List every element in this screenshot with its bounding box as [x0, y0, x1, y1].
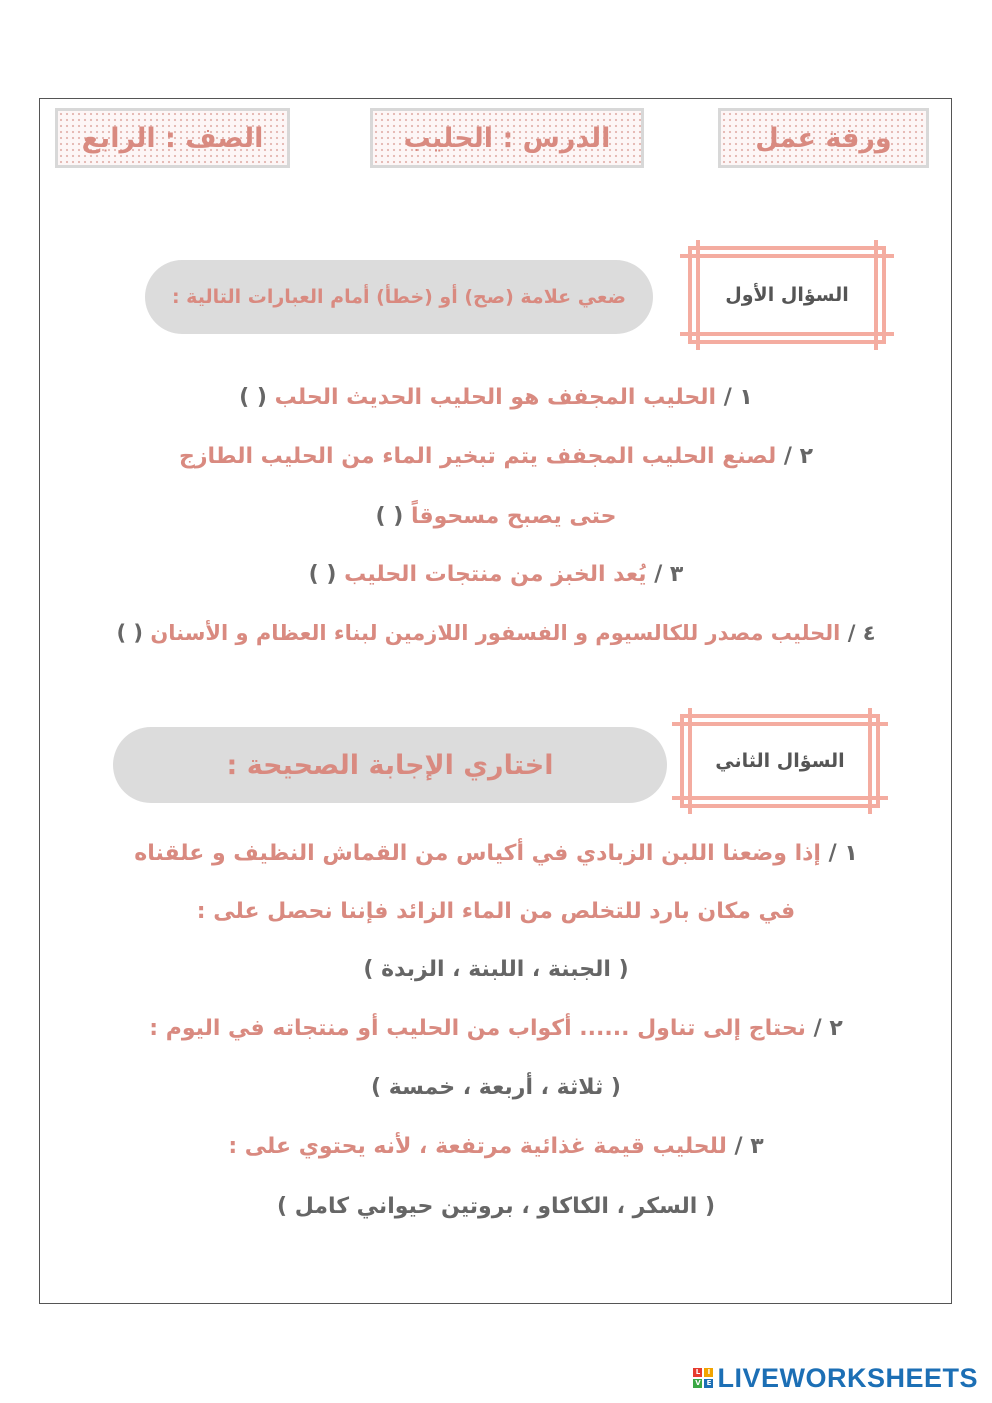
- q1-item-1: [40, 385, 952, 410]
- logo-letter-l: L: [693, 1368, 702, 1377]
- q2-item-1-options[interactable]: [40, 957, 952, 982]
- question2-title: السؤال الثاني: [715, 750, 845, 772]
- logo-letter-e: E: [704, 1379, 713, 1388]
- question1-title-box: [688, 246, 886, 344]
- q1-item-1-text: الحليب المجفف هو الحليب الحديث الحلب: [274, 385, 717, 410]
- q1-item-2-text: لصنع الحليب المجفف يتم تبخير الماء من الحليب الطازج: [178, 444, 777, 469]
- question1-title: السؤال الأول: [725, 284, 849, 306]
- lesson-label: [370, 108, 644, 168]
- q2-item-3-num: ٣ /: [726, 1134, 764, 1159]
- q2-item-2-num: ٢ /: [805, 1016, 843, 1041]
- q1-item-2: [40, 444, 952, 469]
- q1-item-4-text: الحليب مصدر للكالسيوم و الفسفور اللازمين لبناء العظام و الأسنان: [150, 621, 841, 645]
- q2-item-2-options-text: ( ثلاثة ، أربعة ، خمسة ): [371, 1075, 621, 1100]
- q1-item-3-num: ٣ /: [646, 562, 684, 587]
- q2-item-3: [40, 1134, 952, 1159]
- q2-item-1: [40, 841, 952, 866]
- q2-item-1-cont-text: في مكان بارد للتخلص من الماء الزائد فإننا نحصل على :: [196, 899, 796, 924]
- q2-item-1-options-text: ( الجبنة ، اللبنة ، الزبدة ): [363, 957, 629, 982]
- worksheet-label-text: ورقة عمل: [755, 122, 892, 154]
- q2-item-2: [40, 1016, 952, 1041]
- lesson-label-text: الدرس : الحليب: [403, 122, 611, 154]
- liveworksheets-text: LIVEWORKSHEETS: [717, 1362, 978, 1393]
- q1-item-4-blank[interactable]: ( ): [116, 621, 151, 645]
- q1-item-2-blank[interactable]: ( ): [375, 504, 411, 529]
- q1-item-4-num: ٤ /: [840, 621, 876, 645]
- liveworksheets-brand[interactable]: [693, 1363, 978, 1393]
- q1-item-2-num: ٢ /: [776, 444, 814, 469]
- q2-item-3-options[interactable]: [40, 1194, 952, 1219]
- q2-item-2-text: نحتاج إلى تناول ...... أكواب من الحليب أو منتجاته في اليوم :: [149, 1016, 806, 1041]
- q1-item-3: [40, 562, 952, 587]
- q1-item-3-text: يُعد الخبز من منتجات الحليب: [344, 562, 647, 587]
- q1-item-2-cont-text: حتى يصبح مسحوقاً: [410, 504, 617, 529]
- q1-item-1-num: ١ /: [716, 385, 753, 410]
- logo-letter-v: V: [695, 1379, 701, 1387]
- grade-label-text: الصف : الرابع: [81, 122, 264, 154]
- q2-item-1-cont: [40, 899, 952, 924]
- grade-label: [55, 108, 290, 168]
- q2-item-1-text: إذا وضعنا اللبن الزبادي في أكياس من القماش النظيف و علقناه: [134, 841, 821, 866]
- q2-item-2-options[interactable]: [40, 1075, 952, 1100]
- question2-instruction-text: اختاري الإجابة الصحيحة :: [226, 749, 554, 781]
- q2-item-1-num: ١ /: [820, 841, 858, 866]
- worksheet-label: [718, 108, 929, 168]
- q2-item-3-text: للحليب قيمة غذائية مرتفعة ، لأنه يحتوي على :: [228, 1134, 727, 1159]
- liveworksheets-logo-icon: [693, 1368, 713, 1388]
- question1-instruction: [145, 260, 653, 334]
- q1-item-1-blank[interactable]: ( ): [239, 385, 275, 410]
- q2-item-3-options-text: ( السكر ، الكاكاو ، بروتين حيواني كامل ): [276, 1194, 715, 1219]
- question2-instruction: [113, 727, 667, 803]
- q1-item-2-cont: [40, 504, 952, 529]
- question2-title-box: [680, 714, 880, 808]
- question1-instruction-text: ضعي علامة (صح) أو (خطأ) أمام العبارات التالية :: [171, 286, 627, 308]
- logo-letter-i: I: [704, 1368, 713, 1377]
- q1-item-3-blank[interactable]: ( ): [308, 562, 345, 587]
- q1-item-4: [40, 621, 952, 645]
